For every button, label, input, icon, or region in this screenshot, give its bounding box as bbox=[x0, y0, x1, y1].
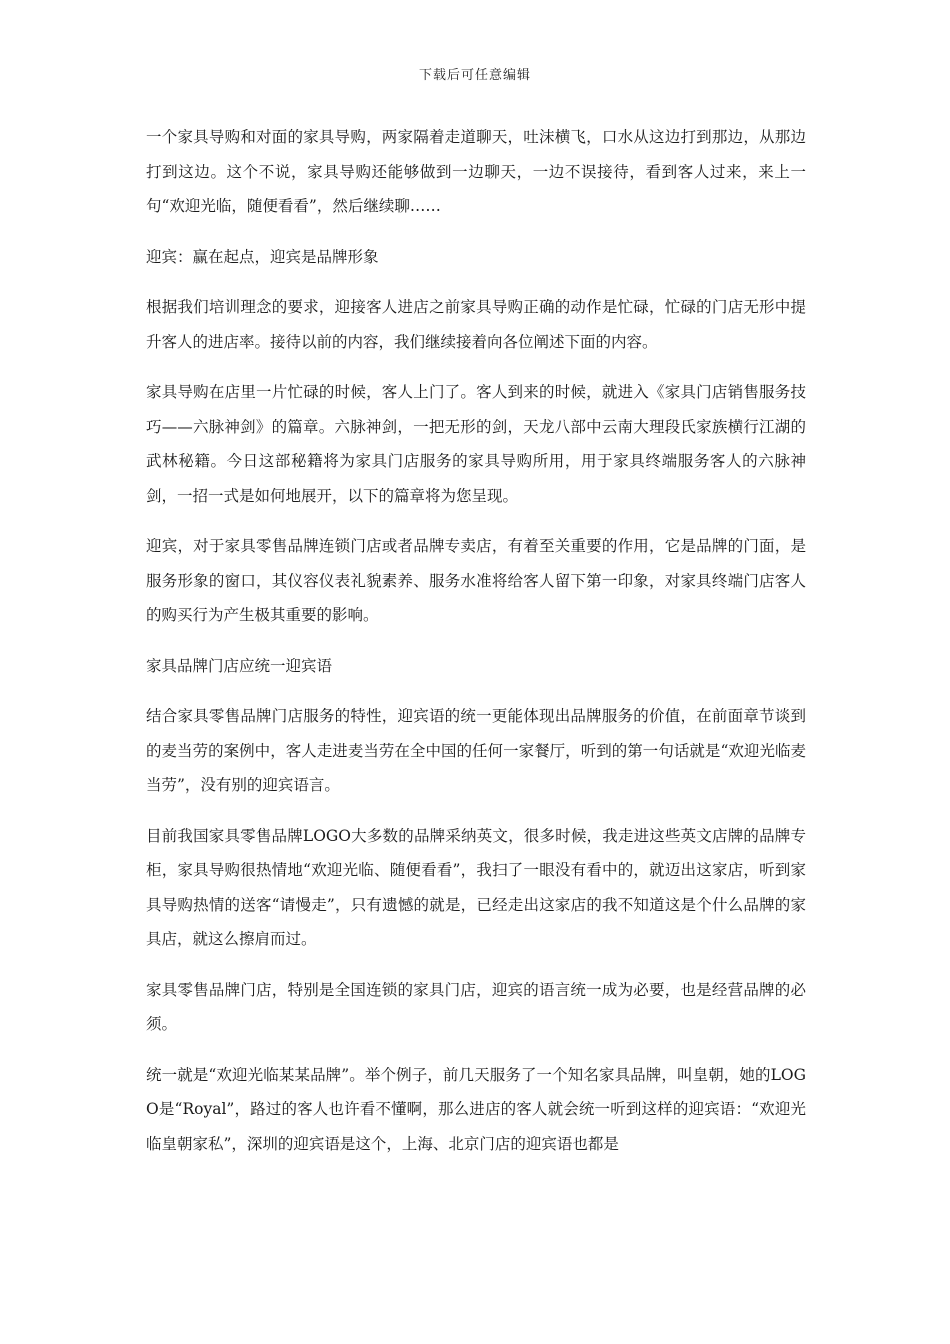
paragraph: 目前我国家具零售品牌LOGO大多数的品牌采纳英文，很多时候，我走进这些英文店牌的品牌专柜，家具导购很热情地“欢迎光临、随便看看”，我扫了一眼没有看中的，就迈出这家店，听到家具导购热情的送客“请慢走”，只有遗憾的就是，已经走出这家店的我不知道这是个什么品牌的家具店，就这么擦肩而过。 bbox=[146, 826, 806, 948]
paragraph: 结合家具零售品牌门店服务的特性，迎宾语的统一更能体现出品牌服务的价值，在前面章节谈到的麦当劳的案例中，客人走进麦当劳在全中国的任何一家餐厅，听到的第一句话就是“欢迎光临麦当劳”，没有别的迎宾语言。 bbox=[146, 707, 806, 794]
section-heading: 迎宾：赢在起点，迎宾是品牌形象 bbox=[146, 247, 379, 266]
paragraph: 迎宾，对于家具零售品牌连锁门店或者品牌专卖店，有着至关重要的作用，它是品牌的门面，是服务形象的窗口，其仪容仪表礼貌素养、服务水准将给客人留下第一印象，对家具终端门店客人的购买行为产生极其重要的影响。 bbox=[146, 537, 806, 624]
document-body bbox=[146, 120, 806, 1177]
paragraph: 家具零售品牌门店，特别是全国连锁的家具门店，迎宾的语言统一成为必要，也是经营品牌的必须。 bbox=[146, 980, 806, 1033]
paragraph: 统一就是“欢迎光临某某品牌”。举个例子，前几天服务了一个知名家具品牌，叫皇朝，她的LOGO是“Royal”，路过的客人也许看不懂啊，那么进店的客人就会统一听到这样的迎宾语：“欢迎光临皇朝家私”，深圳的迎宾语是这个，上海、北京门店的迎宾语也都是 bbox=[146, 1065, 806, 1153]
page-header: 下载后可任意编辑 bbox=[418, 68, 531, 83]
section-heading: 家具品牌门店应统一迎宾语 bbox=[146, 656, 333, 675]
paragraph: 一个家具导购和对面的家具导购，两家隔着走道聊天，吐沫横飞，口水从这边打到那边，从那边打到这边。这个不说，家具导购还能够做到一边聊天，一边不误接待，看到客人过来，来上一句“欢迎光临，随便看看”，然后继续聊…… bbox=[146, 128, 806, 215]
paragraph: 根据我们培训理念的要求，迎接客人进店之前家具导购正确的动作是忙碌，忙碌的门店无形中提升客人的进店率。接待以前的内容，我们继续接着向各位阐述下面的内容。 bbox=[146, 298, 806, 351]
paragraph: 家具导购在店里一片忙碌的时候，客人上门了。客人到来的时候，就进入《家具门店销售服务技巧——六脉神剑》的篇章。六脉神剑，一把无形的剑，天龙八部中云南大理段氏家族横行江湖的武林秘籍。今日这部秘籍将为家具门店服务的家具导购所用，用于家具终端服务客人的六脉神剑，一招一式是如何地展开，以下的篇章将为您呈现。 bbox=[146, 383, 806, 505]
